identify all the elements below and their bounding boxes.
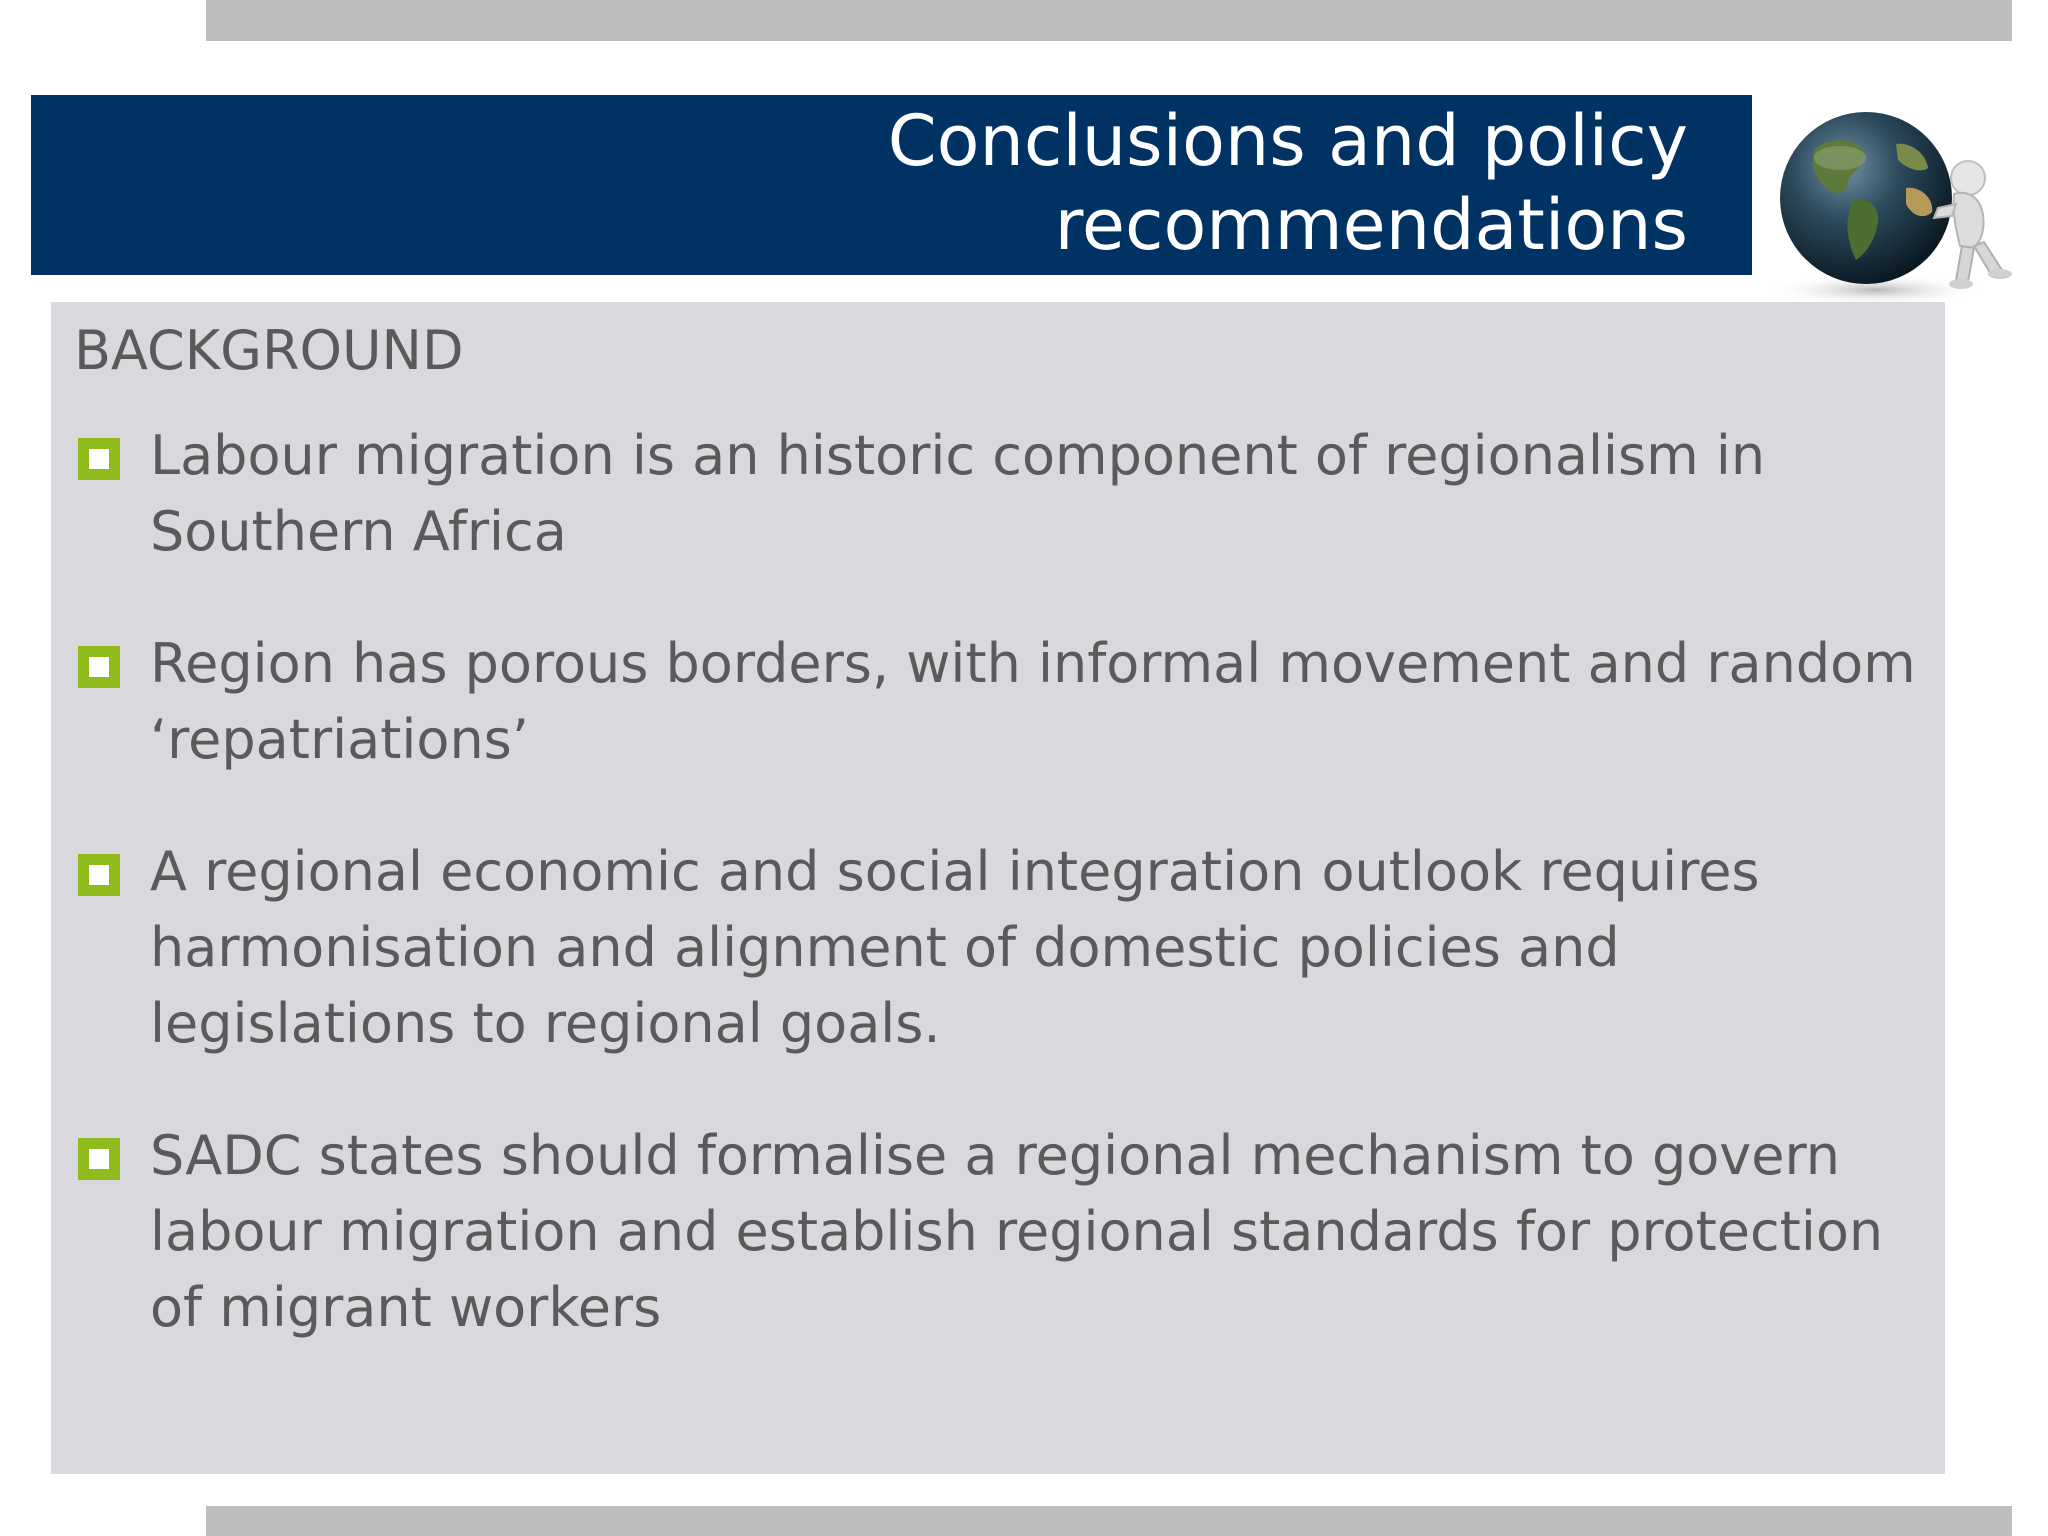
bottom-decorative-bar xyxy=(206,1506,2012,1536)
square-bullet-icon xyxy=(78,1138,120,1180)
slide-title-line-2: recommendations xyxy=(1054,184,1688,266)
content-panel xyxy=(51,302,1945,1474)
bullet-item xyxy=(51,418,1945,570)
square-bullet-icon xyxy=(78,646,120,688)
bullet-item xyxy=(51,626,1945,778)
bullet-item xyxy=(51,834,1945,1062)
bullet-text: SADC states should formalise a regional mechanism to govern labour migration and establish regional standards for protection of migrant workers xyxy=(150,1124,1884,1339)
globe-with-figure-icon xyxy=(1756,108,2026,308)
bullet-text: Labour migration is an historic component of regionalism in Southern Africa xyxy=(150,424,1766,563)
square-bullet-icon xyxy=(78,438,120,480)
bullet-text: Region has porous borders, with informal movement and random ‘repatriations’ xyxy=(150,632,1916,771)
top-decorative-bar xyxy=(206,0,2012,41)
slide-title-line-1: Conclusions and policy xyxy=(887,100,1688,182)
section-heading: BACKGROUND xyxy=(74,319,464,382)
square-bullet-icon xyxy=(78,854,120,896)
bullet-text: A regional economic and social integration outlook requires harmonisation and alignment of domestic policies and legislations to regional goals. xyxy=(150,840,1760,1055)
bullet-list xyxy=(51,418,1945,1346)
slide-title xyxy=(388,99,1688,267)
bullet-item xyxy=(51,1118,1945,1346)
title-band xyxy=(31,95,1752,275)
